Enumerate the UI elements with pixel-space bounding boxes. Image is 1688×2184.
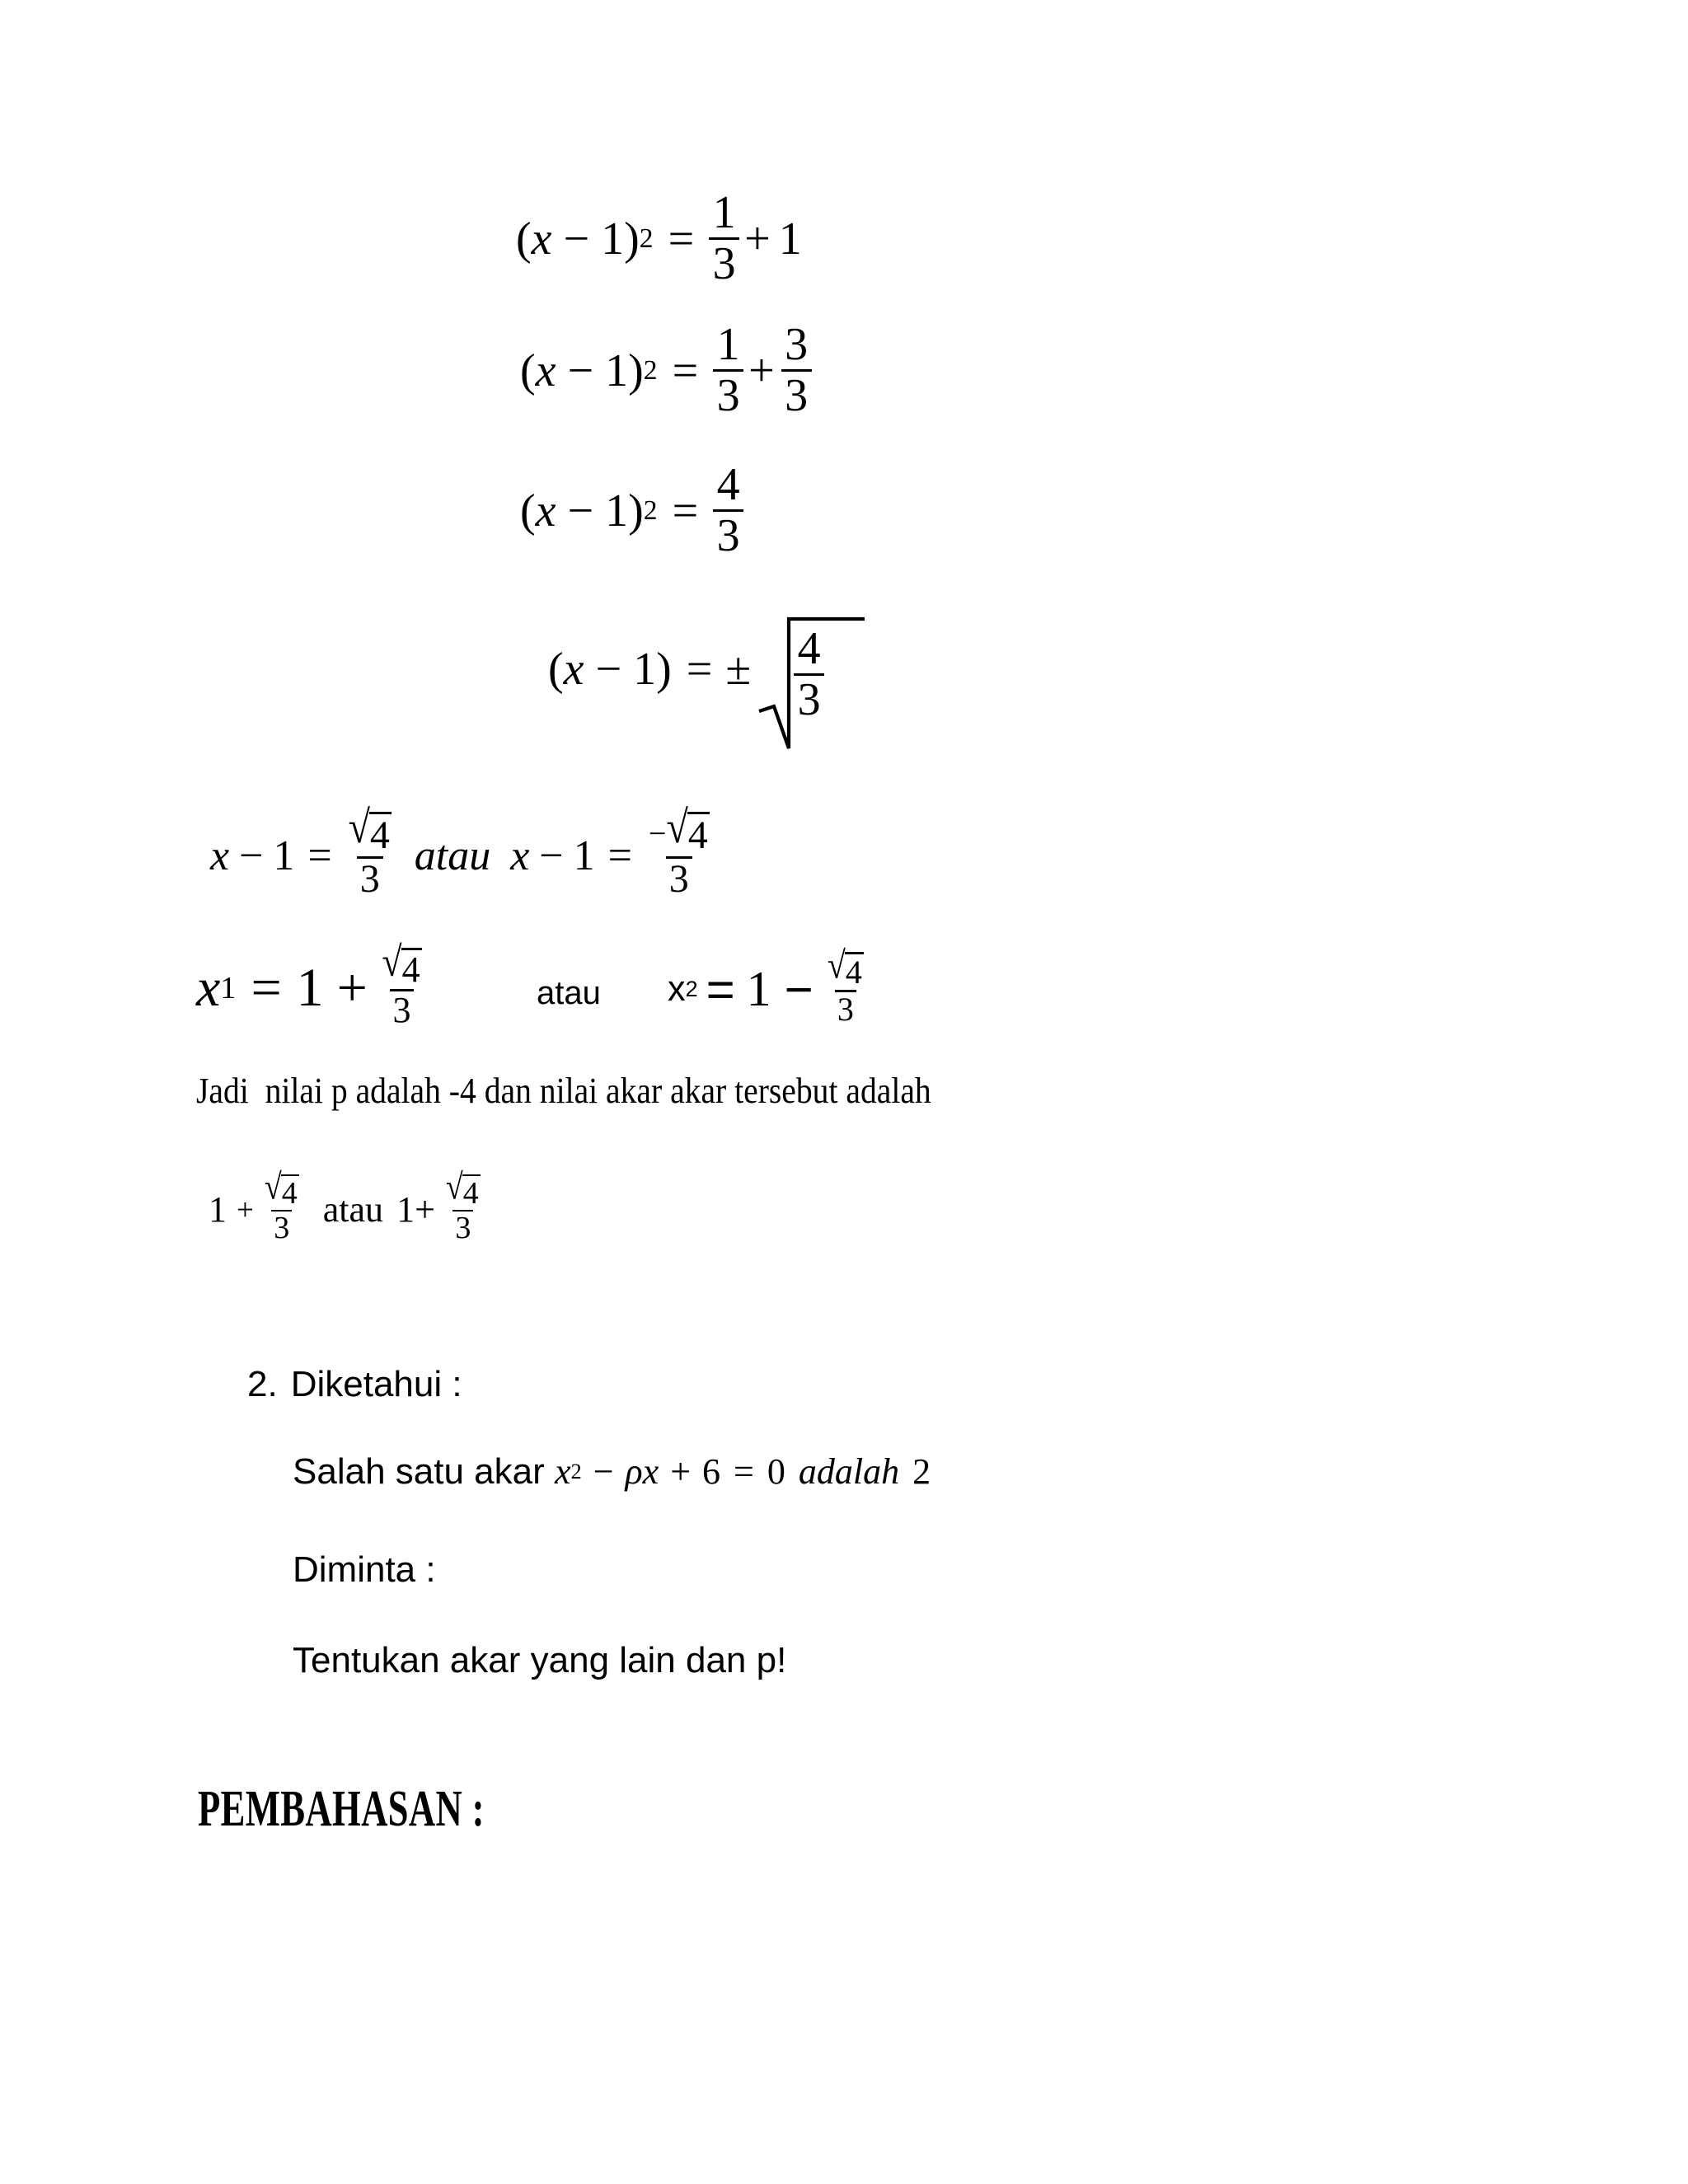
eq2-fraction-left [713, 319, 743, 422]
eq1-plus-sign: + [744, 213, 771, 265]
eq1-fraction-numerator: 1 [712, 187, 736, 238]
radical-icon: √ [666, 802, 688, 853]
eq3-close-paren: ) [628, 485, 644, 537]
problem-2-number: 2. [247, 1364, 278, 1404]
eq6-x1-one: 1 [296, 958, 324, 1019]
eq5-right-sqrt [666, 802, 709, 857]
eq5-left-numerator [345, 802, 395, 857]
problem-2-given-variable: x [554, 1451, 571, 1492]
radical-icon: √ [264, 1167, 282, 1207]
eq5-left-minus-sign: − [239, 832, 264, 879]
equation-3 [520, 459, 743, 562]
conclusion-sentence [196, 1070, 1013, 1112]
eq5-left-one: 1 [273, 832, 295, 879]
eq7-left-numerator [262, 1167, 302, 1211]
eq2-fraction-left-numerator: 1 [716, 319, 740, 370]
eq1-variable-x: x [531, 213, 552, 265]
eq7-left-sqrt [264, 1167, 299, 1211]
problem-2-title: Diketahui : [290, 1364, 462, 1404]
pembahasan-section-heading [198, 1780, 596, 1839]
eq6-x1-plus-sign: + [336, 958, 368, 1019]
eq6-x2-equals-sign: = [706, 961, 735, 1017]
eq5-conjunction: atau [414, 832, 491, 879]
eq7-right-sqrt [445, 1167, 481, 1211]
eq6-x1-denominator: 3 [390, 989, 414, 1029]
eq7-left-one: 1 [209, 1188, 227, 1230]
equation-6-x1 [196, 938, 424, 1030]
eq4-square-root [756, 614, 824, 724]
eq5-right-fraction [645, 802, 713, 901]
eq1-fraction-denominator: 3 [709, 237, 739, 288]
eq4-equals-sign: = [686, 643, 713, 695]
problem-2-given-root-value: 2 [912, 1451, 931, 1492]
eq6-x1-fraction [379, 938, 424, 1030]
eq6-x2-minus-sign: − [784, 961, 814, 1017]
eq3-one: 1 [605, 485, 629, 537]
eq6-x1-numerator [379, 938, 424, 990]
eq6-x2-radicand: 4 [845, 954, 862, 991]
problem-2-given-exponent: 2 [570, 1459, 582, 1483]
equation-1 [516, 187, 802, 290]
eq3-open-paren: ( [520, 485, 536, 537]
eq3-equals-sign: = [672, 485, 699, 537]
eq1-equals-sign: = [668, 213, 695, 265]
eq1-minus-sign: − [563, 213, 590, 265]
eq4-fraction-denominator: 3 [794, 673, 824, 724]
eq2-plus-sign: + [748, 344, 775, 396]
eq1-exponent: 2 [639, 223, 654, 254]
eq4-open-paren: ( [548, 643, 564, 695]
problem-2-given-constant: 6 [702, 1451, 721, 1492]
eq2-open-paren: ( [520, 344, 536, 396]
problem-2-given-adalah: adalah [798, 1451, 900, 1492]
eq6-x1-subscript: 1 [220, 971, 237, 1006]
eq2-fraction-right-numerator: 3 [785, 319, 809, 370]
eq6-x1-equals-sign: = [251, 958, 282, 1019]
problem-2-given-zero: 0 [767, 1451, 785, 1492]
eq6-x2-numerator [825, 943, 866, 991]
problem-2-given-variable-2: x [642, 1451, 659, 1492]
eq5-right-numerator [645, 802, 713, 857]
eq2-fraction-right [781, 319, 812, 422]
problem-2-given-minus-sign: − [593, 1451, 614, 1492]
eq7-left-plus-sign: + [237, 1192, 254, 1226]
eq4-fraction-numerator: 4 [797, 623, 821, 674]
problem-2-asked-instruction: Tentukan akar yang lain dan p! [293, 1640, 787, 1680]
eq2-minus-sign: − [567, 344, 594, 396]
problem-2-asked-text [293, 1640, 786, 1681]
eq5-right-minus-sign: − [539, 832, 564, 879]
eq4-plus-minus-sign: ± [725, 643, 752, 695]
eq5-right-radicand: 4 [687, 813, 708, 857]
eq2-one: 1 [605, 344, 629, 396]
equation-5 [210, 802, 713, 901]
radical-icon: √ [445, 1167, 463, 1207]
eq7-right-denominator: 3 [452, 1210, 473, 1244]
eq6-x1-variable: x [196, 958, 221, 1019]
radical-icon: √ [382, 938, 402, 986]
eq5-right-variable-x: x [510, 832, 530, 879]
eq2-variable-x: x [535, 344, 556, 396]
problem-2-heading [247, 1364, 462, 1405]
eq6-x1-radicand: 4 [401, 949, 420, 990]
problem-2-given-plus-sign: + [670, 1451, 692, 1492]
eq5-left-denominator: 3 [357, 856, 383, 900]
eq3-minus-sign: − [567, 485, 594, 537]
problem-2-given-equals-sign: = [734, 1451, 754, 1492]
eq5-right-denominator: 3 [666, 856, 692, 900]
eq1-fraction [709, 187, 739, 290]
eq7-right-numerator [443, 1167, 483, 1211]
eq3-fraction [713, 459, 743, 562]
eq4-one: 1 [633, 643, 657, 695]
eq7-conjunction: atau [322, 1188, 384, 1230]
eq6-x2-denominator: 3 [835, 990, 856, 1027]
problem-2-given-rho: ρ [625, 1451, 643, 1492]
eq6-conjunction-label: atau [537, 975, 601, 1011]
problem-2-asked-label-text: Diminta : [293, 1549, 436, 1590]
eq4-variable-x: x [563, 643, 584, 695]
pembahasan-heading-text: PEMBAHASAN : [198, 1781, 485, 1837]
eq6-x2-variable: x [668, 968, 686, 1009]
eq7-right-fraction [443, 1167, 483, 1245]
eq7-right-one-plus: 1+ [396, 1188, 435, 1230]
eq6-x2-sqrt [827, 943, 864, 991]
eq3-exponent: 2 [643, 494, 658, 526]
conclusion-text: Jadi nilai p adalah -4 dan nilai akar akar tersebut adalah [196, 1071, 931, 1111]
eq5-left-fraction [345, 802, 395, 901]
eq6-x2-one: 1 [746, 961, 771, 1016]
eq3-fraction-denominator: 3 [713, 509, 743, 560]
eq5-left-equals-sign: = [307, 832, 332, 879]
eq7-left-radicand: 4 [281, 1176, 298, 1211]
eq7-left-denominator: 3 [271, 1210, 292, 1244]
equation-7 [209, 1167, 483, 1245]
problem-2-given-prefix: Salah satu akar [293, 1451, 555, 1492]
eq1-close-paren: ) [624, 213, 640, 265]
eq1-addend: 1 [778, 213, 802, 265]
equation-6-x2 [668, 943, 866, 1028]
eq5-left-variable-x: x [210, 832, 230, 879]
eq5-right-negative-sign: − [648, 817, 667, 851]
eq2-exponent: 2 [643, 354, 658, 386]
eq1-open-paren: ( [516, 213, 532, 265]
equation-2 [520, 319, 812, 422]
eq5-right-equals-sign: = [607, 832, 632, 879]
eq6-x2-subscript: 2 [685, 976, 698, 1001]
equation-4 [548, 614, 824, 724]
eq5-right-one: 1 [573, 832, 595, 879]
eq6-x1-sqrt [382, 938, 421, 990]
eq4-close-paren: ) [656, 643, 672, 695]
eq5-left-radicand: 4 [369, 813, 390, 857]
eq2-equals-sign: = [672, 344, 699, 396]
eq4-minus-sign: − [595, 643, 622, 695]
eq2-fraction-left-denominator: 3 [713, 369, 743, 419]
problem-2-asked-label [293, 1549, 436, 1591]
eq6-x2-fraction [825, 943, 866, 1028]
eq3-variable-x: x [535, 485, 556, 537]
eq7-right-radicand: 4 [462, 1176, 479, 1211]
radical-icon: √ [348, 802, 370, 853]
radical-icon: √ [827, 943, 846, 987]
eq2-fraction-right-denominator: 3 [781, 369, 812, 419]
eq2-close-paren: ) [628, 344, 644, 396]
eq7-left-fraction [262, 1167, 302, 1245]
problem-2-given [293, 1451, 931, 1493]
eq3-fraction-numerator: 4 [716, 459, 740, 510]
equation-6-conjunction [537, 975, 601, 1012]
eq5-left-sqrt [348, 802, 392, 857]
eq1-one: 1 [601, 213, 625, 265]
